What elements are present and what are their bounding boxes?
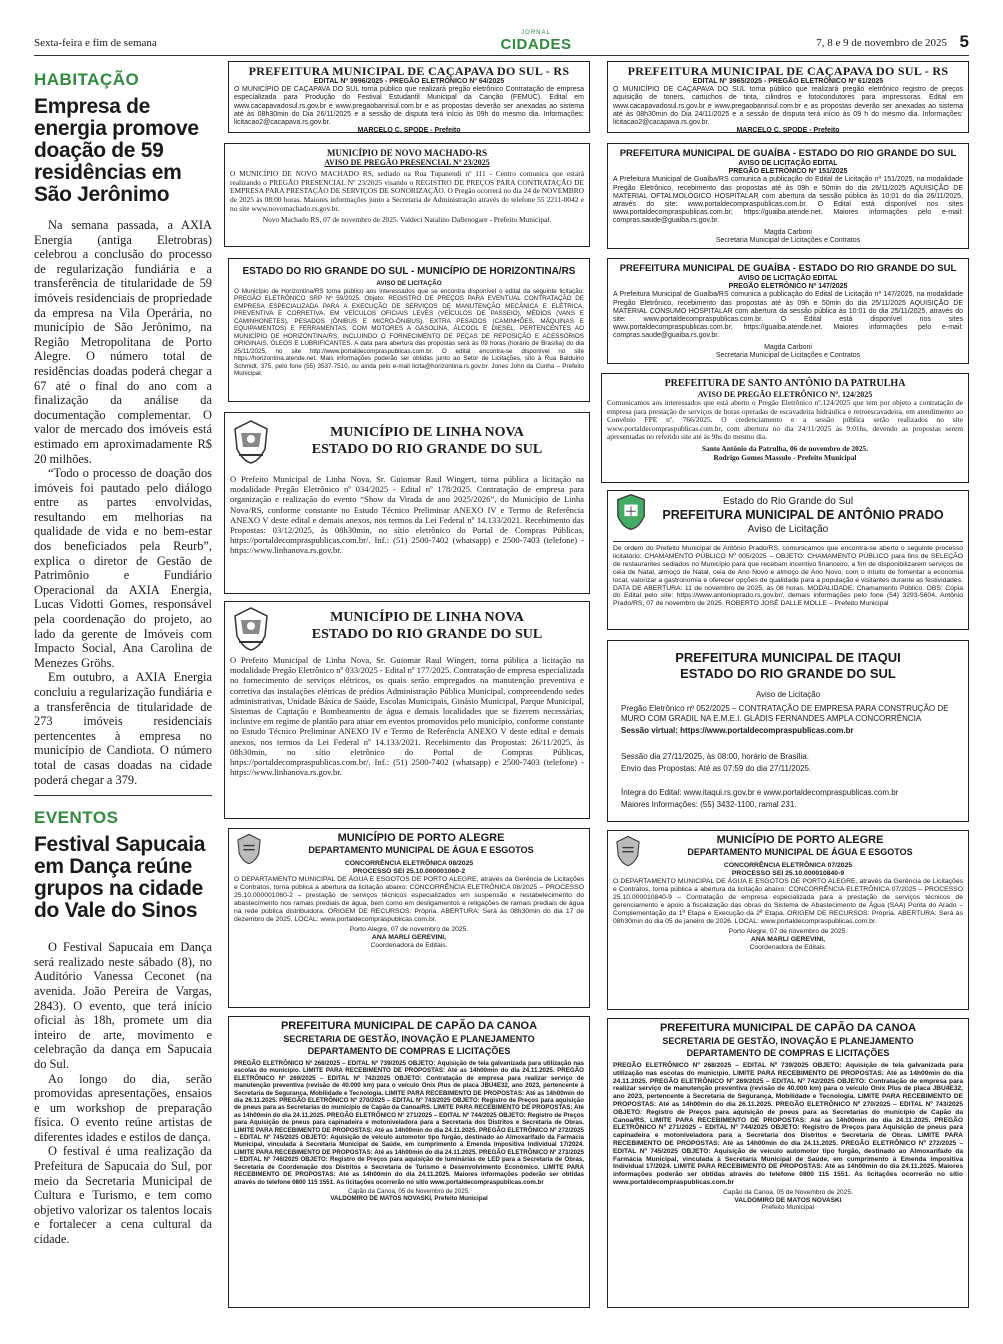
- notice-text: O MUNICÍPIO DE CAÇAPAVA DO SUL torna público que realizará pregão eletrônico registro de preços aquisição de toners, cartuchos de tinta, cilindros e fotocondutores para impressoras. Edital em www.cacapavadosul.rs.gov.br e www.pregaobanrisul.com.br e as propostas deverão ser anexadas ao sistema até às 08h30min do Dia 24/11/2025 e a sessão de disputa terá início às 09 h do mesmo dia. Informações: licitacao2@cacapava.rs.gov.br.: [613, 86, 963, 127]
- notice-text: O DEPARTAMENTO MUNICIPAL DE ÁGUA E ESGOTOS DE PORTO ALEGRE, através da Gerência de Licitações e Contratos, torna pública a abertura da licitação abaixo: CONCORRÊNCIA ELETRÔNICA 07/2025 – PROCESSO 25.10.000010840-9 – Contratação de empresa especializada para a prestação de serviços técnicos de gerenciamento e apoio à fiscalização das obras do Sistema de Abastecimento de Água (SAA) Ponta do Arado – Complementação da 1ª Etapa e Execução da 2ª Etapa. ORIGEM DE RECURSOS: Própria. ABERTURA: Será às 08h30min do dia 05 de janeiro de 2026. LOCAL: www.portaldecompraspublicas.com.br.: [613, 878, 963, 925]
- notice-subtitle: AVISO DE LICITAÇÃO EDITAL: [738, 275, 838, 282]
- notice-guaiba-147: [607, 258, 969, 364]
- notice-text: O MUNICÍPIO DE CAÇAPAVA DO SUL torna público que realizará pregão eletrônico Contratação de empresa especializada para Produção do Festival Estudantil Municipal da Canção (FEMUC). Edital em www.cacapavadosul.rs.gov.br e www.pregaobanrisul.com.br e as propostas deverão ser anexadas ao sistema até às 08h30min do Dia 26/11/2025 e a sessão de disputa terá início às 09h do mesmo dia. Informações: licitacao2@cacapava.rs.gov.br.: [234, 86, 584, 127]
- notice-title: PREFEITURA MUNICIPAL DE CAPÃO DA CANOA: [280, 1020, 538, 1032]
- notice-title: PREFEITURA MUNICIPAL DE CAÇAPAVA DO SUL - RS: [248, 64, 570, 78]
- notice-cacapava-64: [228, 61, 590, 133]
- notice-subtitle: DEPARTAMENTO DE COMPRAS E LICITAÇÕES: [307, 1046, 511, 1056]
- linha-nova-crest-icon: [231, 419, 271, 465]
- masthead: [499, 30, 573, 53]
- notice-signature: Magda Carboni: [764, 343, 812, 351]
- notice-signature: ANA MARLI GEREVINI,: [750, 936, 826, 943]
- notice-subtitle: Aviso de Licitação: [755, 690, 821, 699]
- notice-novo-machado: [224, 143, 590, 247]
- notice-date: Capão da Canoa, 05 de Novembro de 2025.: [723, 1188, 853, 1196]
- notice-title: PREFEITURA MUNICIPAL DE ANTÔNIO PRADO: [662, 508, 944, 522]
- notice-title: PREFEITURA DE SANTO ANTÔNIO DA PATRULHA: [664, 378, 906, 389]
- porto-alegre-crest-icon: [235, 833, 263, 865]
- notice-signature-role: Coordenadora de Editais.: [749, 944, 827, 951]
- notice-signature-role: Secretaria Municipal de Licitações e Contratos: [715, 236, 861, 244]
- notice-subtitle: PREGÃO ELETRÔNICO Nº 147/2025: [728, 283, 848, 291]
- notice-process: CONCORRÊNCIA ELETRÔNICA 07/2025: [723, 862, 853, 869]
- notice-text: O Prefeito Municipal de Linha Nova, Sr. Guiomar Raul Wingert, torna pública a licitação na modalidade Pregão Eletrônico nº 034/2025 - Edital nº 178/2025. Contratação de empresa para organização e realização do evento “Show da Virada de ano 2025/2026”, do Município de Linha Nova/RS, conforme constante no Estudo Técnico Preliminar ANEXO IV e Termo de Referência ANEXO V deste edital e demais anexos, nos termos da Lei Federal nº 14.133/2021. Recebimento das Propostas: 03/12/2025, às 08h30min, no sítio eletrônico do Portal de Compras Públicas, https://portaldecompraspublicas.com.br/. Inf.: (51) 2500-7402 (whatsapp) e 2500-7403 (telefone) - https://www.linhanova.rs.gov.br.: [230, 474, 584, 556]
- notice-signature: Rodrigo Gomes Massulo - Prefeito Municipal: [713, 452, 857, 462]
- notice-subtitle: Aviso de Licitação: [747, 524, 829, 535]
- notice-linha-nova-177: [224, 601, 590, 819]
- notice-process: PROCESSO SEI 25.10.000001060-2: [352, 868, 466, 875]
- paragraph: “Todo o processo de doação dos imóveis foi pautado pelo diálogo entre as partes envolvidas, resultando em melhorias na qualidade de vida e no bem-estar dos beneficiados pela Reurb”, explica o diretor de Gestão de Patrimônio e Fundiário Operacional da AXIA Energia, Lucas Vidotti Gomes, responsável pela coordenação do projeto, ao lado da gerente de Imóveis com Impacto Social, Ana Carolina de Menezes Gröhs.: [34, 466, 212, 670]
- headline-eventos: Festival Sapucaia em Dança reúne grupos na cidade do Vale do Sinos: [34, 833, 206, 923]
- notice-contact: Maiores Informações: (55) 3432-1100, ramal 231.: [621, 800, 797, 809]
- notice-date: Capão da Canoa, 05 de Novembro de 2025.: [348, 1187, 470, 1195]
- notice-title: PREFEITURA MUNICIPAL DE GUAÍBA - ESTADO DO RIO GRANDE DO SUL: [619, 263, 957, 274]
- notice-signature: VALDOMIRO DE MATOS NOVASKI, Prefeito Municipal: [330, 1195, 488, 1203]
- notice-signature: Novo Machado RS, 07 de novembro de 2025. Valdeci Natalino Dallenogare - Prefeito Municipal.: [262, 214, 552, 224]
- notice-title: ESTADO DO RIO GRANDE DO SUL - MUNICÍPIO DE HORIZONTINA/RS: [242, 266, 576, 277]
- notice-signature-role: Prefeito Municipal: [761, 1204, 815, 1212]
- paragraph: Em outubro, a AXIA Energia concluiu a regularização fundiária e a transferência de titularidade de 273 imóveis residenciais pertencentes à empresa no município de Candiota. O número total de casas doadas na cidade poderá chegar a 379.: [34, 670, 212, 787]
- page-number: 5: [959, 32, 969, 51]
- notice-signature: MARCELO C. SPODE - Prefeito: [736, 127, 840, 133]
- notice-date: Santo Antônio da Patrulha, 06 de novembro de 2025.: [701, 444, 869, 454]
- notice-subtitle: ESTADO DO RIO GRANDE DO SUL: [311, 442, 543, 457]
- headline-habitacao: Empresa de energia promove doação de 59 residências em São Jerônimo: [34, 95, 199, 206]
- notice-signature-role: Secretaria Municipal de Licitações e Contratos: [715, 351, 861, 359]
- notice-state: Estado do Rio Grande do Sul: [722, 496, 854, 507]
- paragraph: O Festival Sapucaia em Dança será realizado neste sábado (8), no Auditório Vanessa Ceconet (na avenida. João Pereira de Vargas, 2843). O evento, que terá início oficial às 18h, promete um dia inteiro de arte, movimento e celebração da dança em Sapucaia do Sul.: [34, 940, 212, 1071]
- notice-subtitle: SECRETARIA DE GESTÃO, INOVAÇÃO E PLANEJAMENTO: [662, 1036, 914, 1046]
- notice-text: A Prefeitura Municipal de Guaíba/RS comunica a publicação do Edital de Licitação nº 151/2025, na modalidade Pregão Eletrônico, recebimento das propostas até às 09h e 50min do dia 26/11/2025 AQUISIÇÃO DE MATERIAL OFTALMOLÓGICO HOSPITALAR com abertura da sessão pública às 10:01 do dia 26/11/2025, através do site: www.portaldecompraspublicas.com.br. O Edital está disponível nos sites www.portaldecompraspublicas.com.br; https://guaiba.atende.net. Maiores informações pelo e-mail: compras.saude@guaiba.rs.gov.br.: [613, 176, 963, 225]
- notice-subtitle: AVISO DE PREGÃO PRESENCIAL Nº 23/2025: [324, 158, 490, 167]
- notice-text: De ordem do Prefeito Municipal de Antônio Prado/RS, comunicamos que encontra-se aberto o seguinte processo licitatório: CHAMAMENTO PÚBLICO Nº 005/2025 – OBJETO: CHAMAMENTO PÚBLICO para fins de SELEÇÃO de restaurantes sediados no Município para que recebam incentivo financeiro, a fim de disponibilizarem serviços de ceia de Natal, almoço de Natal, ceia de Ano Novo e almoço de Ano Novo, com o intuito de fomentar a economia local, valorizar a gastronomia e oferecer opções de qualidade para a população e visitantes durante as festividades. DATA DE ABERTURA: 11 de novembro de 2025, às 08 horas. MODALIDADE: Chamamento Público. OBS: Cópia do Edital pelo site: https://www.antonioprado.rs.gov.br/, demais informações pelo fone (54) 3293-5604. Antônio Prado/RS, 07 de novembro de 2025. ROBERTO JOSÉ DALLE MOLLE – Prefeito Municipal: [613, 545, 963, 608]
- notice-signature: ANA MARLI GEREVINI,: [371, 934, 447, 941]
- notice-text: PREGÃO ELETRÔNICO Nº 268/2025 – EDITAL Nº 739/2025 OBJETO: Aquisição de tela galvanizada para utilização nas escolas do município. LIMITE PARA RECEBIMENTO DE PROPOSTAS: Até as 14h00min do dia 24.11.2025. PREGÃO ELETRÔNICO Nº 269/2025 – EDITAL Nº 742/2025 OBJETO: Contratação de empresa para realizar serviço de manutenção preventiva (revisão de 40.000 km) para o veículo Onix Plus de placa JBU4E32, ano 2023, pertencente à Secretaria de Segurança, Mobilidade e Tecnologia. LIMITE PARA RECEBIMENTO DE PROPOSTAS: Até as 14h00min do dia 26.11.2025. PREGÃO ELETRÔNICO Nº 270/2025 – EDITAL Nº 743/2025 OBJETO: Registro de Preços para aquisição de pneus para as Secretarias do município de Capão da Canoa/RS. LIMITE PARA RECEBIMENTO DE PROPOSTAS: Até as 14h00min do dia 24.11.2025. PREGÃO ELETRÔNICO Nº 271/2025 – EDITAL Nº 744/2025 OBJETO: Registro de Preços para Aquisição de pneus para capinadeira e motoniveladora para a Secretaria dos Distritos e Secretaria de Obras. LIMITE PARA RECEBIMENTO DE PROPOSTAS: Até as 14h00min do dia 24.11.2025. PREGÃO ELETRÔNICO Nº 272/2025 – EDITAL Nº 745/2025 OBJETO: Aquisição de veículo automotor tipo furgão, destinado ao Almoxarifado da Farmácia Municipal, vinculada à Secretaria Municipal de Saúde, em cumprimento à Emenda Impositiva Individual 17/2024. LIMITE PARA RECEBIMENTO DE PROPOSTAS: Até as 14h00min do dia 24.11.2025. Maiores informações poderão ser obtidas através do telefone 0800 115 1551. As licitações ocorrerão no sítio www.portaldecompraspublicas.com.br: [613, 1062, 963, 1186]
- notice-text: Pregão Eletrônico nº 052/2025 – CONTRATAÇÃO DE EMPRESA PARA CONSTRUÇÃO DE MURO COM GRADIL NA E.M.E.I. GLÁDIS FERNANDES AMPLA CONCORRÊNCIA: [621, 704, 949, 723]
- notice-text: O MUNICÍPIO DE NOVO MACHADO RS, sediado na Rua Tupanendi nº 111 - Centro comunica que estará realizando o PREGÃO PRESENCIAL Nº 23/2025 visando o REGISTRO DE PREÇOS PARA CONTRATAÇÃO DE EMPRESA PARA PRESTAÇÃO DE SERVIÇOS DE SONORIZAÇÃO. O Pregão ocorrerá no dia 24 de NOVEMBRO de 2025 às 08:00 horas. Maiores informações junto a Secretaria de Administração através do telefone 55 2211-0042 e no site www.novomachado.rs.gov.br.: [230, 168, 584, 213]
- header-day: Sexta-feira e fim de semana: [34, 37, 157, 49]
- notice-title: MUNICÍPIO DE LINHA NOVA: [330, 425, 524, 440]
- article-eventos: [34, 940, 212, 1246]
- notice-subtitle: AVISO DE PREGÃO ELETRÔNICO Nº. 124/2025: [697, 390, 873, 399]
- notice-itaqui: [607, 640, 969, 822]
- notice-signature-role: Coordenadora de Editais.: [370, 942, 448, 949]
- notice-process: CONCORRÊNCIA ELETRÔNICA 08/2025: [344, 860, 474, 867]
- notice-subtitle: AVISO DE LICITAÇÃO EDITAL: [738, 160, 838, 167]
- notice-text: PREGÃO ELETRÔNICO Nº 268/2025 – EDITAL Nº 739/2025 OBJETO: Aquisição de tela galvanizada para utilização nas escolas do município. LIMITE PARA RECEBIMENTO DE PROPOSTAS: Até as 14h00min do dia 24.11.2025. PREGÃO ELETRÔNICO Nº 269/2025 – EDITAL Nº 742/2025 OBJETO: Contratação de empresa para realizar serviço de manutenção preventiva (revisão de 40.000 km) para o veículo Onix Plus de placa JBU4E32, ano 2023, pertencente à Secretaria de Segurança, Mobilidade e Tecnologia. LIMITE PARA RECEBIMENTO DE PROPOSTAS: Até as 14h00min do dia 26.11.2025. PREGÃO ELETRÔNICO Nº 270/2025 – EDITAL Nº 743/2025 OBJETO: Registro de Preços para aquisição de pneus para as Secretarias do município de Capão da Canoa/RS. LIMITE PARA RECEBIMENTO DE PROPOSTAS: Até as 14h00min do dia 24.11.2025. PREGÃO ELETRÔNICO Nº 271/2025 – EDITAL Nº 744/2025 OBJETO: Registro de Preços para Aquisição de pneus para capinadeira e motoniveladora para a Secretaria dos Distritos e Secretaria de Obras. LIMITE PARA RECEBIMENTO DE PROPOSTAS: Até as 14h00min do dia 24.11.2025. PREGÃO ELETRÔNICO Nº 272/2025 – EDITAL Nº 745/2025 OBJETO: Aquisição de veículo automotor tipo furgão, destinado ao Almoxarifado da Farmácia Municipal, vinculada à Secretaria Municipal de Saúde, em cumprimento à Emenda Impositiva Individual 17/2024. LIMITE PARA RECEBIMENTO DE PROPOSTAS: Até as 14h00min do dia 24.11.2025. PREGÃO ELETRÔNICO Nº 273/2025 – EDITAL Nº 746/2025 OBJETO: Registro de Preços para aquisição de luminárias de LED para a Secretaria de Obras, Secretaria de Coordenação dos Distritos e Secretaria de Turismo e Desenvolvimento Econômico. LIMITE PARA RECEBIMENTO DE PROPOSTAS: Até as 14h00min do dia 24.11.2025. Maiores informações poderão ser obtidas através do telefone 0800 115 1551. As licitações ocorrerão no sítio www.portaldecompraspublicas.com.br: [234, 1060, 584, 1186]
- paragraph: O festival é uma realização da Prefeitura de Sapucaia do Sul, por meio da Secretaria Municipal de Cultura e Turismo, e tem como objetivo valorizar os talentos locais e fortalecer a cena cultural da cidade.: [34, 1144, 212, 1247]
- notice-signature: VALDOMIRO DE MATOS NOVASKI: [734, 1196, 842, 1204]
- header-date: 7, 8 e 9 de novembro de 2025: [816, 37, 947, 49]
- notice-subtitle: AVISO DE LICITAÇÃO: [376, 280, 442, 287]
- notice-title: MUNICÍPIO DE PORTO ALEGRE: [337, 832, 505, 844]
- notice-linha-nova-178: [224, 412, 590, 594]
- notice-title: MUNICÍPIO DE NOVO MACHADO-RS: [326, 148, 488, 158]
- notice-signature: MARCELO C. SPODE - Prefeito: [357, 127, 461, 133]
- notice-antonio-prado: [607, 490, 969, 630]
- notice-cacapava-61: [607, 61, 969, 133]
- notice-title: PREFEITURA MUNICIPAL DE ITAQUI: [675, 650, 901, 665]
- notice-capao-da-canoa-1: [228, 1016, 590, 1308]
- notice-subtitle: EDITAL Nº 3996/2025 - PREGÃO ELETRÔNICO Nº 64/2025: [313, 78, 505, 85]
- notice-subtitle: DEPARTAMENTO MUNICIPAL DE ÁGUA E ESGOTOS: [308, 845, 534, 855]
- notice-edital-link: Íntegra do Edital: www.itaqui.rs.gov.br e www.portaldecompraspublicas.com.br: [621, 788, 899, 797]
- notice-subtitle: SECRETARIA DE GESTÃO, INOVAÇÃO E PLANEJAMENTO: [283, 1034, 535, 1044]
- notice-subtitle: ESTADO DO RIO GRANDE DO SUL: [311, 627, 543, 642]
- notice-title: PREFEITURA MUNICIPAL DE CAÇAPAVA DO SUL - RS: [627, 64, 949, 78]
- notice-subtitle: DEPARTAMENTO DE COMPRAS E LICITAÇÕES: [686, 1048, 890, 1058]
- notice-dmae-08: [228, 828, 590, 1008]
- notice-title: PREFEITURA MUNICIPAL DE CAPÃO DA CANOA: [659, 1022, 917, 1034]
- notice-process: PROCESSO SEI 25.10.000010840-9: [731, 870, 845, 877]
- notice-session-link: Sessão virtual: https://www.portaldecompraspublicas.com.br: [621, 726, 854, 735]
- notice-text: Comunicamos aos interessados que está aberto o Pregão Eletrônico nº.124/2025 que tem por objeto a contratação de empresa para prestação de serviços de horas operadas de escavadeira hidráulica e retroescavadeira, em atendimento ao Convênio FPE nº. 766/2025. O credenciamento e a sessão pública serão realizados no site www.portaldecompraspublicas.com.br, com abertura no dia 24/11/2025 às 9:01hs, devendo as propostas serem apresentadas no referido site até às 9hs do mesmo dia.: [607, 398, 963, 442]
- notice-text: O Município de Horizontina/RS torna público aos interessados que se encontra disponível o edital da seguinte licitação: PREGÃO ELETRÔNICO SRP Nº 59/2025. Objeto: REGISTRO DE PREÇOS PARA EVENTUAL CONTRATAÇÃO DE EMPRESA ESPECIALIZADA PARA A EXECUÇÃO DE SERVIÇOS DE MANUTENÇÃO MECÂNICA E ELÉTRICA, PREVENTIVA E CORRETIVA, EM VEÍCULOS OFICIAIS LEVES (VEÍCULOS DE PASSEIO), MÉDIOS (VANS E CAMINHONETES), PESADOS (ÔNIBUS E MICRO-ÔNIBUS), EXTRA PESADOS (CAMINHÕES, MÁQUINAS E EQUIPAMENTOS) E FERRAMENTAS, COM MOTORES A GASOLINA, ÁLCOOL E DIESEL, PERTENCENTES AO MUNICÍPIO DE HORIZONTINA/RS, INCLUINDO O FORNECIMENTO DE PEÇAS DE REPOSIÇÃO E ACESSÓRIOS ORIGINAIS, ÓLEOS E LUBRIFICANTES. A data para abertura das propostas será às 09 horas (horário de Brasília) do dia 25/11/2025, no site http://www.portaldecompraspublicas.com.br. O edital encontra-se disponível no site https://horizontina.atende.net. Mais informações poderão ser obtidas junto ao Setor de Licitações, sito à Rua Balduino Schmidt, 375, pelo fone (55) 3537-7510, ou ainda pelo e-mail licita@horizontina.rs.gov.br. Jones John da Cunha – Prefeito Municipal.: [234, 287, 584, 377]
- linha-nova-crest-icon: [231, 606, 271, 652]
- notice-subtitle: DEPARTAMENTO MUNICIPAL DE ÁGUA E ESGOTOS: [687, 847, 913, 857]
- notice-subtitle: EDITAL Nº 3965/2025 - PREGÃO ELETRÔNICO Nº 61/2025: [692, 78, 884, 85]
- porto-alegre-crest-icon: [614, 835, 642, 867]
- news-column: [34, 70, 212, 1247]
- masthead-title: CIDADES: [500, 36, 572, 53]
- notice-date: Porto Alegre, 07 de novembro de 2025.: [349, 926, 469, 933]
- notice-subtitle: ESTADO DO RIO GRANDE DO SUL: [680, 666, 896, 681]
- notice-session-date: Sessão dia 27/11/2025, às 08:00, horário de Brasília.: [621, 752, 809, 761]
- paragraph: Ao longo do dia, serão promovidas apresentações, ensaios e um workshop de preparação física. O evento reúne artistas de diferentes idades e estilos de dança.: [34, 1071, 212, 1144]
- paragraph: Na semana passada, a AXIA Energia (antiga Eletrobras) celebrou a conclusão do processo de regularização fundiária e a transferência de titularidade de 59 imóveis residenciais de propriedade da empresa na Vila Operária, no município de São Jerônimo, na Região Metropolitana de Porto Alegre. O número total de residências doadas poderá chegar a 67 até o final do ano com a finalização da análise da documentação complementar. O valor de mercado dos imóveis está estimado em aproximadamente R$ 20 milhões.: [34, 218, 212, 466]
- notice-santo-antonio-patrulha: [601, 373, 969, 483]
- notice-title: MUNICÍPIO DE LINHA NOVA: [330, 610, 524, 625]
- notice-text: O DEPARTAMENTO MUNICIPAL DE ÁGUA E ESGOTOS DE PORTO ALEGRE, através da Gerência de Licitações e Contratos, torna pública a abertura da licitação abaixo: CONCORRÊNCIA ELETRÔNICA 08/2025 – PROCESSO 25.10.000001060-2 – prestação de serviços técnicos especializados em suspensão e restabelecimento do abastecimento nos ramais prediais de água, bem como em desligamentos e religações de ramais prediais de água na rede pública distribuidora. ORIGEM DE RECURSOS: Própria. ABERTURA: Será às 08h30min do dia 17 de dezembro de 2025. LOCAL: www.portaldecompraspublicas.com.br.: [234, 876, 584, 923]
- notice-text: O Prefeito Municipal de Linha Nova, Sr. Guiomar Raul Wingert, torna pública a licitação na modalidade Pregão Eletrônico nº 033/2025 - Edital nº 177/2025. Contratação de empresa especializada no fornecimento de serviços elétricos, os quais serão empregados na manutenção preventiva e corretiva das instalações elétricas de prédios Administração Pública Municipal, compreendendo sedes administrativas, Unidade Básica de Saúde, Escolas Municipais, Ginásio Municipal, Parque Municipal, Sistemas de Captação e Bombeamento de água e demais localidades que se fizerem necessárias, inclusive em regime de plantão para atuar em eventos promovidos pelo município, conforme constante no Estudo Técnico Preliminar ANEXO IV e Termo de Referência ANEXO V deste edital e demais anexos, nos termos da Lei Federal nº 14.133/2021. Recebimento das Propostas: 26/11/2025, às 08h30min, no sítio eletrônico do Portal de Compras Públicas, https://portaldecompraspublicas.com.br/. Inf.: (51) 2500-7402 (whatsapp) e 2500-7403 (telefone) - https://www.linhanova.rs.gov.br.: [230, 655, 584, 778]
- article-habitacao: [34, 218, 212, 787]
- notice-title: PREFEITURA MUNICIPAL DE GUAÍBA - ESTADO DO RIO GRANDE DO SUL: [619, 148, 957, 159]
- notice-guaiba-151: [607, 143, 969, 249]
- antonio-prado-crest-icon: [614, 493, 648, 531]
- notice-date: Porto Alegre, 07 de novembro de 2025.: [728, 928, 848, 935]
- notice-capao-da-canoa-2: [607, 1018, 969, 1308]
- notice-title: MUNICÍPIO DE PORTO ALEGRE: [716, 834, 884, 846]
- notice-dmae-07: [607, 830, 969, 1010]
- page-header: [34, 30, 969, 56]
- notice-signature: Magda Carboni: [764, 228, 812, 236]
- notice-text: A Prefeitura Municipal de Guaíba/RS comunica a publicação do Edital de Licitação nº 147/2025, na modalidade Pregão Eletrônico, recebimento das propostas até às 09h e 50min do dia 25/11/2025 AQUISIÇÃO DE MATERIAL CONSUMO HOSPITALAR com abertura da sessão pública às 10:01 do dia 25/11/2025, através do site: www.portaldecompraspublicas.com.br. O Edital está disponível nos sites www.portaldecompraspublicas.com.br; https://guaiba.atende.net. Maiores informações pelo e-mail: compras.saude@guaiba.rs.gov.br.: [613, 291, 963, 340]
- notice-horizontina: [228, 258, 590, 402]
- masthead-small: JORNAL: [521, 30, 551, 36]
- section-eventos: EVENTOS: [34, 808, 119, 828]
- section-habitacao: HABITAÇÃO: [34, 70, 140, 89]
- notice-subtitle: PREGÃO ELETRÔNICO Nº 151/2025: [728, 168, 848, 176]
- notice-deadline: Envio das Propostas: Até as 07:59 do dia 27/11/2025.: [621, 764, 812, 773]
